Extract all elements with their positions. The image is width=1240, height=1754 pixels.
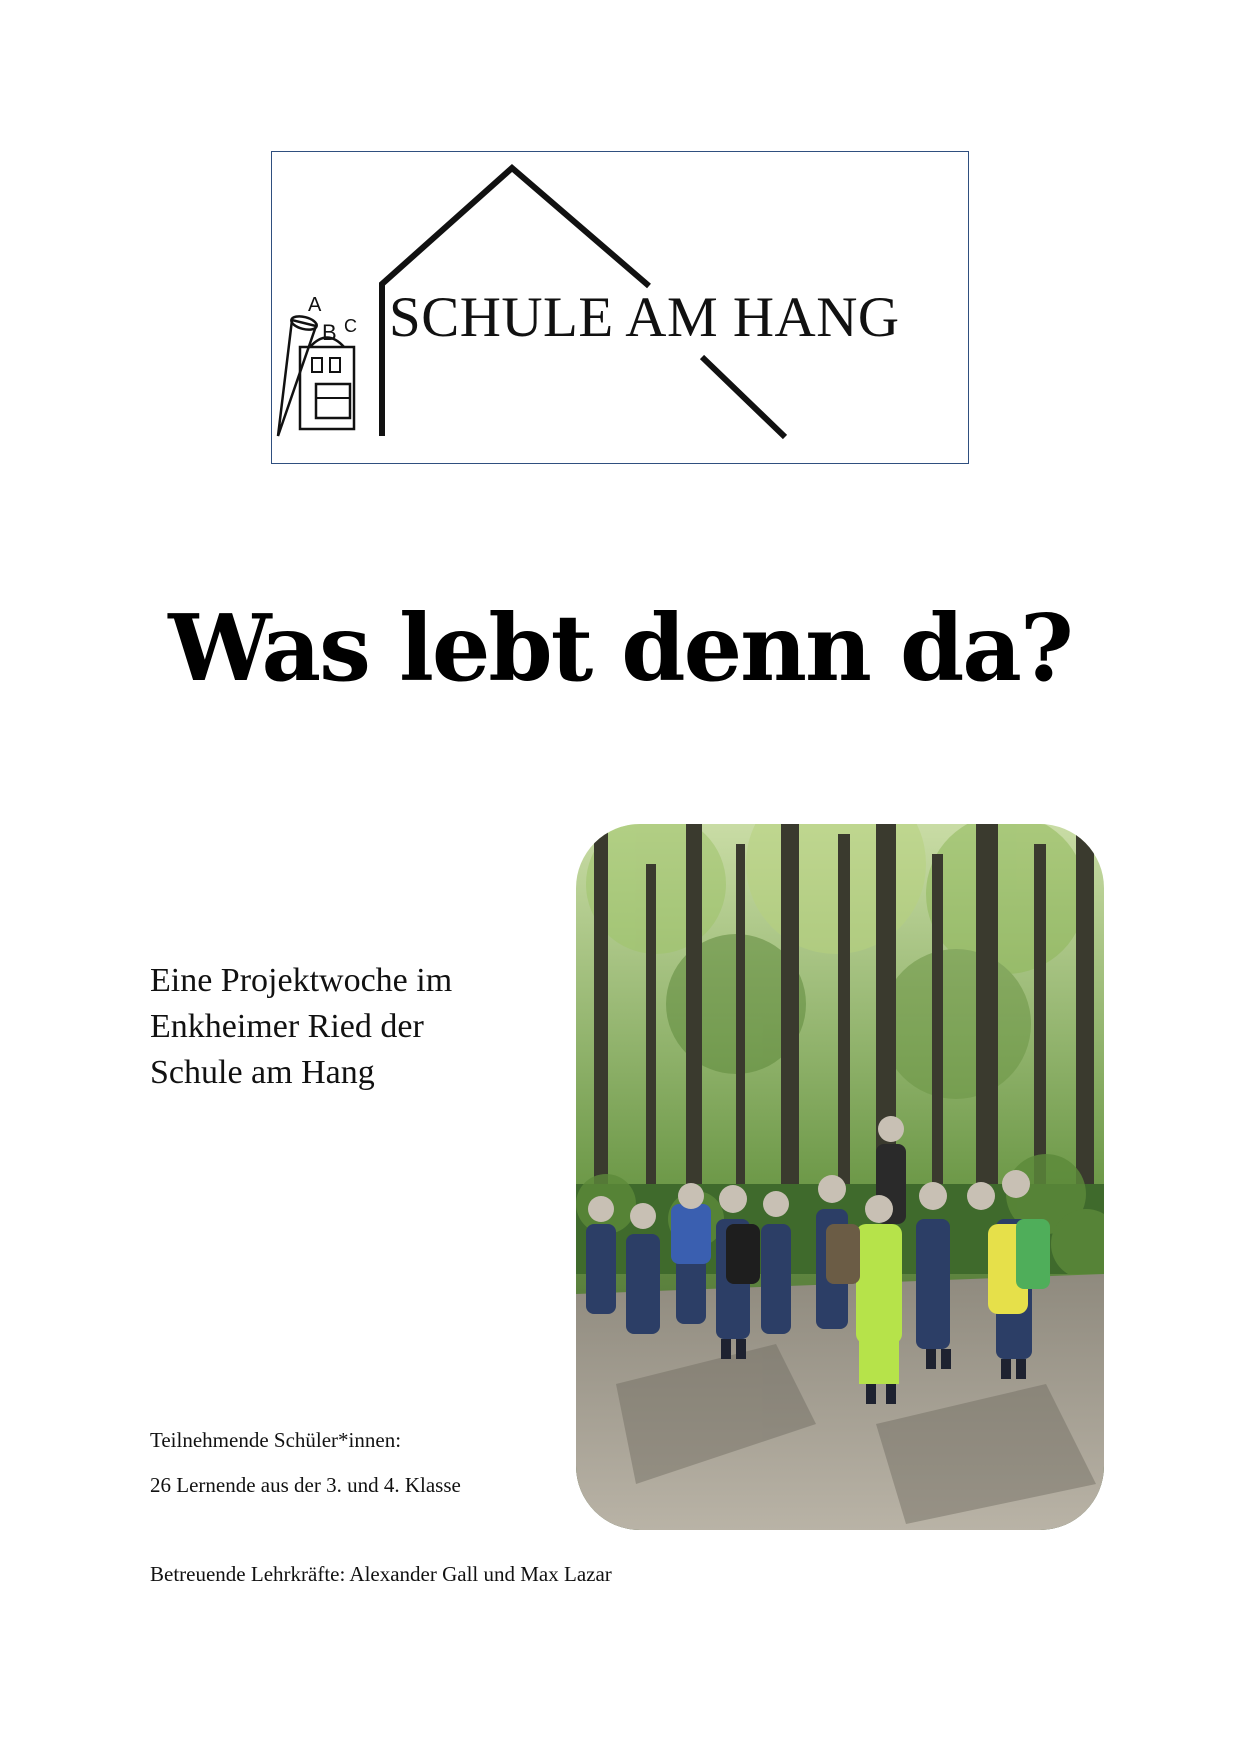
page-title: Was lebt denn da?: [168, 594, 1072, 702]
school-logo: [271, 151, 969, 464]
participants-label: Teilnehmende Schüler*innen:: [150, 1428, 402, 1452]
logo-wordmark: SCHULE AM HANG: [389, 286, 900, 349]
pencil-icon: [278, 314, 318, 436]
forest-photo: [576, 824, 1104, 1530]
subtitle: [150, 958, 550, 1096]
subtitle-line: Enkheimer Ried der: [150, 1008, 424, 1045]
subtitle-line: Schule am Hang: [150, 1054, 375, 1091]
subtitle-line: Eine Projektwoche im: [150, 962, 453, 999]
teachers-line: Betreuende Lehrkräfte: Alexander Gall und Max Lazar: [150, 1562, 612, 1586]
logo-letter-c: C: [344, 316, 357, 336]
participants-detail: 26 Lernende aus der 3. und 4. Klasse: [150, 1473, 461, 1497]
forest-group-image: [576, 824, 1104, 1530]
logo-letter-b: B: [322, 320, 337, 345]
logo-letter-a: A: [308, 294, 322, 316]
